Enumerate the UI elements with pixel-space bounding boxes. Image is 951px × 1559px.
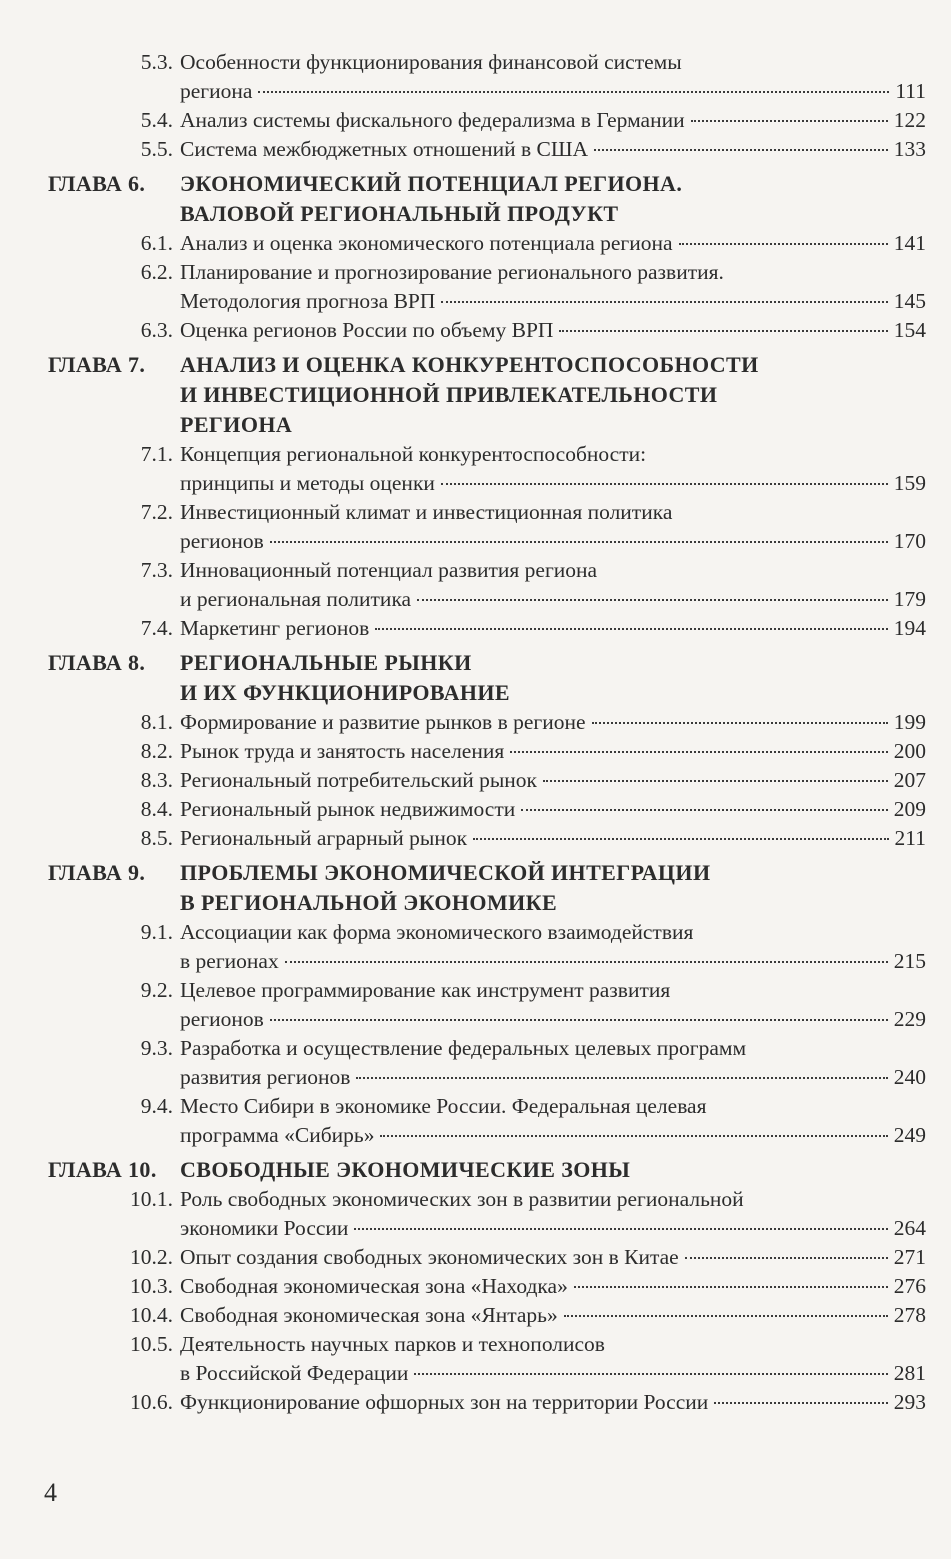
toc-entry-line bbox=[0, 316, 951, 345]
toc-entry-leader-row bbox=[180, 469, 926, 498]
section-number: 7.3. bbox=[140, 558, 173, 582]
section-title: и региональная политика bbox=[180, 587, 412, 611]
section-title: Деятельность научных парков и технополисов bbox=[180, 1332, 605, 1356]
section-title: Особенности функционирования финансовой системы bbox=[180, 50, 682, 74]
section-title: регионов bbox=[180, 529, 264, 553]
chapter-title: И ИХ ФУНКЦИОНИРОВАНИЕ bbox=[180, 680, 510, 705]
dot-leader bbox=[714, 1402, 887, 1404]
toc-entry-line bbox=[0, 440, 951, 469]
section-page-number: 200 bbox=[893, 739, 926, 763]
toc-entry-leader-row bbox=[180, 229, 926, 258]
section-page-number: 207 bbox=[893, 768, 926, 792]
dot-leader bbox=[592, 722, 888, 724]
toc-section-entry bbox=[0, 795, 951, 824]
toc-section-entry bbox=[0, 1272, 951, 1301]
section-title: регионов bbox=[180, 1007, 264, 1031]
section-number: 10.3. bbox=[130, 1274, 173, 1298]
toc-entry-leader-row bbox=[180, 947, 926, 976]
toc-entry-leader-row bbox=[180, 527, 926, 556]
section-page-number: 170 bbox=[893, 529, 926, 553]
section-page-number: 141 bbox=[893, 231, 926, 255]
section-title: Региональный рынок недвижимости bbox=[180, 797, 516, 821]
dot-leader bbox=[414, 1373, 887, 1375]
toc-entry-leader-row bbox=[180, 737, 926, 766]
chapter-title: СВОБОДНЫЕ ЭКОНОМИЧЕСКИЕ ЗОНЫ bbox=[180, 1157, 631, 1182]
dot-leader bbox=[574, 1286, 888, 1288]
section-title: программа «Сибирь» bbox=[180, 1123, 375, 1147]
section-title: в Российской Федерации bbox=[180, 1361, 409, 1385]
section-title: Ассоциации как форма экономического взаимодействия bbox=[180, 920, 694, 944]
section-title: принципы и методы оценки bbox=[180, 471, 435, 495]
toc-section-entry bbox=[0, 498, 951, 556]
toc-entry-line bbox=[0, 498, 951, 527]
dot-leader bbox=[559, 330, 887, 332]
section-number: 7.1. bbox=[140, 442, 173, 466]
dot-leader bbox=[691, 120, 888, 122]
section-page-number: 276 bbox=[893, 1274, 926, 1298]
section-number: 7.2. bbox=[140, 500, 173, 524]
toc-entry-line bbox=[0, 1005, 951, 1034]
section-title: Маркетинг регионов bbox=[180, 616, 370, 640]
section-number: 10.1. bbox=[130, 1187, 173, 1211]
toc-entry-leader-row bbox=[180, 1243, 926, 1272]
section-title: Свободная экономическая зона «Находка» bbox=[180, 1274, 568, 1298]
section-number: 9.1. bbox=[140, 920, 173, 944]
section-number: 6.3. bbox=[140, 318, 173, 342]
toc-section-entry bbox=[0, 440, 951, 498]
section-number: 5.4. bbox=[140, 108, 173, 132]
toc-section-entry bbox=[0, 135, 951, 164]
toc-section-entry bbox=[0, 1388, 951, 1417]
chapter-heading-line bbox=[0, 380, 951, 410]
section-title: Формирование и развитие рынков в регионе bbox=[180, 710, 586, 734]
toc-entry-line bbox=[0, 135, 951, 164]
section-number: 5.3. bbox=[140, 50, 173, 74]
toc-entry-line bbox=[0, 469, 951, 498]
section-page-number: 133 bbox=[893, 137, 926, 161]
toc-entry-leader-row bbox=[180, 1214, 926, 1243]
section-title: Анализ и оценка экономического потенциала региона bbox=[180, 231, 673, 255]
toc-entry-leader-row bbox=[180, 795, 926, 824]
section-title: Оценка регионов России по объему ВРП bbox=[180, 318, 554, 342]
toc-entry-line bbox=[0, 229, 951, 258]
section-title: Инновационный потенциал развития региона bbox=[180, 558, 598, 582]
section-page-number: 240 bbox=[893, 1065, 926, 1089]
section-page-number: 199 bbox=[893, 710, 926, 734]
section-number: 5.5. bbox=[140, 137, 173, 161]
toc-section-entry bbox=[0, 1185, 951, 1243]
section-page-number: 293 bbox=[893, 1390, 926, 1414]
toc-entry-leader-row bbox=[180, 1121, 926, 1150]
table-of-contents bbox=[0, 48, 951, 1417]
toc-entry-leader-row bbox=[180, 1063, 926, 1092]
section-number: 7.4. bbox=[140, 616, 173, 640]
toc-entry-line bbox=[0, 947, 951, 976]
chapter-heading-line bbox=[0, 350, 951, 380]
toc-section-entry bbox=[0, 1330, 951, 1388]
section-title: Система межбюджетных отношений в США bbox=[180, 137, 589, 161]
chapter-heading-line bbox=[0, 678, 951, 708]
chapter-heading-line bbox=[0, 888, 951, 918]
chapter-heading bbox=[0, 648, 951, 708]
chapter-heading-line bbox=[0, 648, 951, 678]
section-title: региона bbox=[180, 79, 253, 103]
toc-section-entry bbox=[0, 976, 951, 1034]
toc-entry-line bbox=[0, 795, 951, 824]
toc-entry-leader-row bbox=[180, 614, 926, 643]
section-title: Рынок труда и занятость населения bbox=[180, 739, 505, 763]
toc-entry-line bbox=[0, 1121, 951, 1150]
dot-leader bbox=[543, 780, 888, 782]
dot-leader bbox=[441, 483, 888, 485]
chapter-title: РЕГИОНАЛЬНЫЕ РЫНКИ bbox=[180, 650, 472, 675]
toc-section-entry bbox=[0, 106, 951, 135]
section-number: 8.4. bbox=[140, 797, 173, 821]
section-number: 9.4. bbox=[140, 1094, 173, 1118]
section-title: Опыт создания свободных экономических зон в Китае bbox=[180, 1245, 679, 1269]
chapter-label: ГЛАВА 8. bbox=[48, 650, 146, 675]
chapter-heading-line bbox=[0, 1155, 951, 1185]
section-title: Место Сибири в экономике России. Федеральная целевая bbox=[180, 1094, 707, 1118]
section-page-number: 145 bbox=[893, 289, 926, 313]
section-page-number: 179 bbox=[893, 587, 926, 611]
chapter-label: ГЛАВА 6. bbox=[48, 171, 146, 196]
chapter-label: ГЛАВА 10. bbox=[48, 1157, 157, 1182]
toc-section-entry bbox=[0, 258, 951, 316]
toc-entry-leader-row bbox=[180, 585, 926, 614]
chapter-heading bbox=[0, 1155, 951, 1185]
section-page-number: 111 bbox=[895, 79, 926, 103]
toc-entry-leader-row bbox=[180, 316, 926, 345]
dot-leader bbox=[594, 149, 888, 151]
toc-section-entry bbox=[0, 1092, 951, 1150]
section-page-number: 278 bbox=[893, 1303, 926, 1327]
section-number: 10.4. bbox=[130, 1303, 173, 1327]
section-page-number: 154 bbox=[893, 318, 926, 342]
toc-entry-line bbox=[0, 1034, 951, 1063]
section-title: Разработка и осуществление федеральных целевых программ bbox=[180, 1036, 747, 1060]
toc-section-entry bbox=[0, 614, 951, 643]
dot-leader bbox=[685, 1257, 888, 1259]
section-number: 9.2. bbox=[140, 978, 173, 1002]
chapter-title: ПРОБЛЕМЫ ЭКОНОМИЧЕСКОЙ ИНТЕГРАЦИИ bbox=[180, 860, 711, 885]
toc-entry-line bbox=[0, 585, 951, 614]
section-page-number: 159 bbox=[893, 471, 926, 495]
toc-entry-line bbox=[0, 1388, 951, 1417]
dot-leader bbox=[441, 301, 887, 303]
toc-entry-line bbox=[0, 1301, 951, 1330]
chapter-heading-line bbox=[0, 169, 951, 199]
section-number: 10.2. bbox=[130, 1245, 173, 1269]
toc-entry-line bbox=[0, 614, 951, 643]
chapter-heading bbox=[0, 858, 951, 918]
section-page-number: 215 bbox=[893, 949, 926, 973]
section-number: 8.5. bbox=[140, 826, 173, 850]
toc-entry-leader-row bbox=[180, 1301, 926, 1330]
page-number: 4 bbox=[44, 1478, 57, 1507]
toc-section-entry bbox=[0, 766, 951, 795]
section-title: Планирование и прогнозирование регионального развития. bbox=[180, 260, 724, 284]
dot-leader bbox=[679, 243, 888, 245]
toc-entry-line bbox=[0, 976, 951, 1005]
toc-entry-leader-row bbox=[180, 1359, 926, 1388]
toc-section-entry bbox=[0, 918, 951, 976]
toc-entry-line bbox=[0, 737, 951, 766]
section-page-number: 281 bbox=[893, 1361, 926, 1385]
chapter-title: АНАЛИЗ И ОЦЕНКА КОНКУРЕНТОСПОСОБНОСТИ bbox=[180, 352, 759, 377]
chapter-title: И ИНВЕСТИЦИОННОЙ ПРИВЛЕКАТЕЛЬНОСТИ bbox=[180, 382, 718, 407]
section-page-number: 122 bbox=[893, 108, 926, 132]
dot-leader bbox=[521, 809, 888, 811]
toc-section-entry bbox=[0, 1301, 951, 1330]
toc-entry-line bbox=[0, 527, 951, 556]
toc-entry-line bbox=[0, 106, 951, 135]
toc-entry-leader-row bbox=[180, 77, 926, 106]
toc-entry-line bbox=[0, 824, 951, 853]
dot-leader bbox=[258, 91, 889, 93]
dot-leader bbox=[375, 628, 888, 630]
chapter-title: РЕГИОНА bbox=[180, 412, 293, 437]
section-page-number: 211 bbox=[894, 826, 926, 850]
toc-entry-leader-row bbox=[180, 1388, 926, 1417]
section-page-number: 229 bbox=[893, 1007, 926, 1031]
toc-entry-line bbox=[0, 287, 951, 316]
section-page-number: 249 bbox=[893, 1123, 926, 1147]
toc-entry-line bbox=[0, 258, 951, 287]
toc-section-entry bbox=[0, 824, 951, 853]
toc-entry-leader-row bbox=[180, 106, 926, 135]
dot-leader bbox=[270, 1019, 888, 1021]
dot-leader bbox=[285, 961, 888, 963]
section-number: 10.5. bbox=[130, 1332, 173, 1356]
toc-entry-leader-row bbox=[180, 824, 926, 853]
toc-entry-line bbox=[0, 1243, 951, 1272]
dot-leader bbox=[380, 1135, 887, 1137]
section-title: экономики России bbox=[180, 1216, 349, 1240]
toc-section-entry bbox=[0, 1034, 951, 1092]
chapter-label: ГЛАВА 7. bbox=[48, 352, 146, 377]
toc-entry-leader-row bbox=[180, 135, 926, 164]
toc-entry-line bbox=[0, 1330, 951, 1359]
toc-section-entry bbox=[0, 316, 951, 345]
dot-leader bbox=[356, 1077, 887, 1079]
toc-entry-line bbox=[0, 1359, 951, 1388]
dot-leader bbox=[510, 751, 887, 753]
section-page-number: 209 bbox=[893, 797, 926, 821]
dot-leader bbox=[473, 838, 889, 840]
toc-section-entry bbox=[0, 708, 951, 737]
toc-entry-line bbox=[0, 48, 951, 77]
chapter-heading-line bbox=[0, 199, 951, 229]
toc-section-entry bbox=[0, 737, 951, 766]
section-title: Методология прогноза ВРП bbox=[180, 289, 436, 313]
section-title: развития регионов bbox=[180, 1065, 351, 1089]
section-number: 6.1. bbox=[140, 231, 173, 255]
section-title: Функционирование офшорных зон на территории России bbox=[180, 1390, 709, 1414]
chapter-title: ВАЛОВОЙ РЕГИОНАЛЬНЫЙ ПРОДУКТ bbox=[180, 201, 619, 226]
toc-section-entry bbox=[0, 556, 951, 614]
toc-entry-line bbox=[0, 1185, 951, 1214]
section-number: 8.3. bbox=[140, 768, 173, 792]
dot-leader bbox=[564, 1315, 888, 1317]
chapter-heading-line bbox=[0, 410, 951, 440]
toc-entry-leader-row bbox=[180, 708, 926, 737]
section-number: 8.1. bbox=[140, 710, 173, 734]
toc-section-entry bbox=[0, 229, 951, 258]
section-number: 8.2. bbox=[140, 739, 173, 763]
dot-leader bbox=[354, 1228, 887, 1230]
toc-entry-line bbox=[0, 1092, 951, 1121]
section-title: в регионах bbox=[180, 949, 279, 973]
section-title: Инвестиционный климат и инвестиционная политика bbox=[180, 500, 673, 524]
toc-entry-line bbox=[0, 918, 951, 947]
chapter-heading bbox=[0, 169, 951, 229]
toc-entry-line bbox=[0, 766, 951, 795]
section-title: Целевое программирование как инструмент развития bbox=[180, 978, 671, 1002]
section-number: 6.2. bbox=[140, 260, 173, 284]
toc-entry-line bbox=[0, 556, 951, 585]
toc-section-entry bbox=[0, 1243, 951, 1272]
toc-entry-leader-row bbox=[180, 287, 926, 316]
chapter-heading bbox=[0, 350, 951, 440]
section-page-number: 271 bbox=[893, 1245, 926, 1269]
section-title: Свободная экономическая зона «Янтарь» bbox=[180, 1303, 558, 1327]
toc-entry-line bbox=[0, 1214, 951, 1243]
section-page-number: 194 bbox=[893, 616, 926, 640]
toc-section-entry bbox=[0, 48, 951, 106]
toc-entry-line bbox=[0, 1063, 951, 1092]
section-title: Региональный потребительский рынок bbox=[180, 768, 538, 792]
toc-entry-leader-row bbox=[180, 766, 926, 795]
section-title: Анализ системы фискального федерализма в Германии bbox=[180, 108, 685, 132]
chapter-heading-line bbox=[0, 858, 951, 888]
chapter-title: ЭКОНОМИЧЕСКИЙ ПОТЕНЦИАЛ РЕГИОНА. bbox=[180, 171, 683, 196]
section-number: 10.6. bbox=[130, 1390, 173, 1414]
section-title: Региональный аграрный рынок bbox=[180, 826, 468, 850]
dot-leader bbox=[270, 541, 888, 543]
chapter-label: ГЛАВА 9. bbox=[48, 860, 146, 885]
dot-leader bbox=[417, 599, 888, 601]
toc-entry-line bbox=[0, 77, 951, 106]
section-page-number: 264 bbox=[893, 1216, 926, 1240]
toc-entry-leader-row bbox=[180, 1272, 926, 1301]
chapter-title: В РЕГИОНАЛЬНОЙ ЭКОНОМИКЕ bbox=[180, 890, 558, 915]
section-title: Роль свободных экономических зон в развитии региональной bbox=[180, 1187, 744, 1211]
toc-entry-line bbox=[0, 708, 951, 737]
toc-entry-line bbox=[0, 1272, 951, 1301]
toc-entry-leader-row bbox=[180, 1005, 926, 1034]
section-number: 9.3. bbox=[140, 1036, 173, 1060]
section-title: Концепция региональной конкурентоспособности: bbox=[180, 442, 647, 466]
